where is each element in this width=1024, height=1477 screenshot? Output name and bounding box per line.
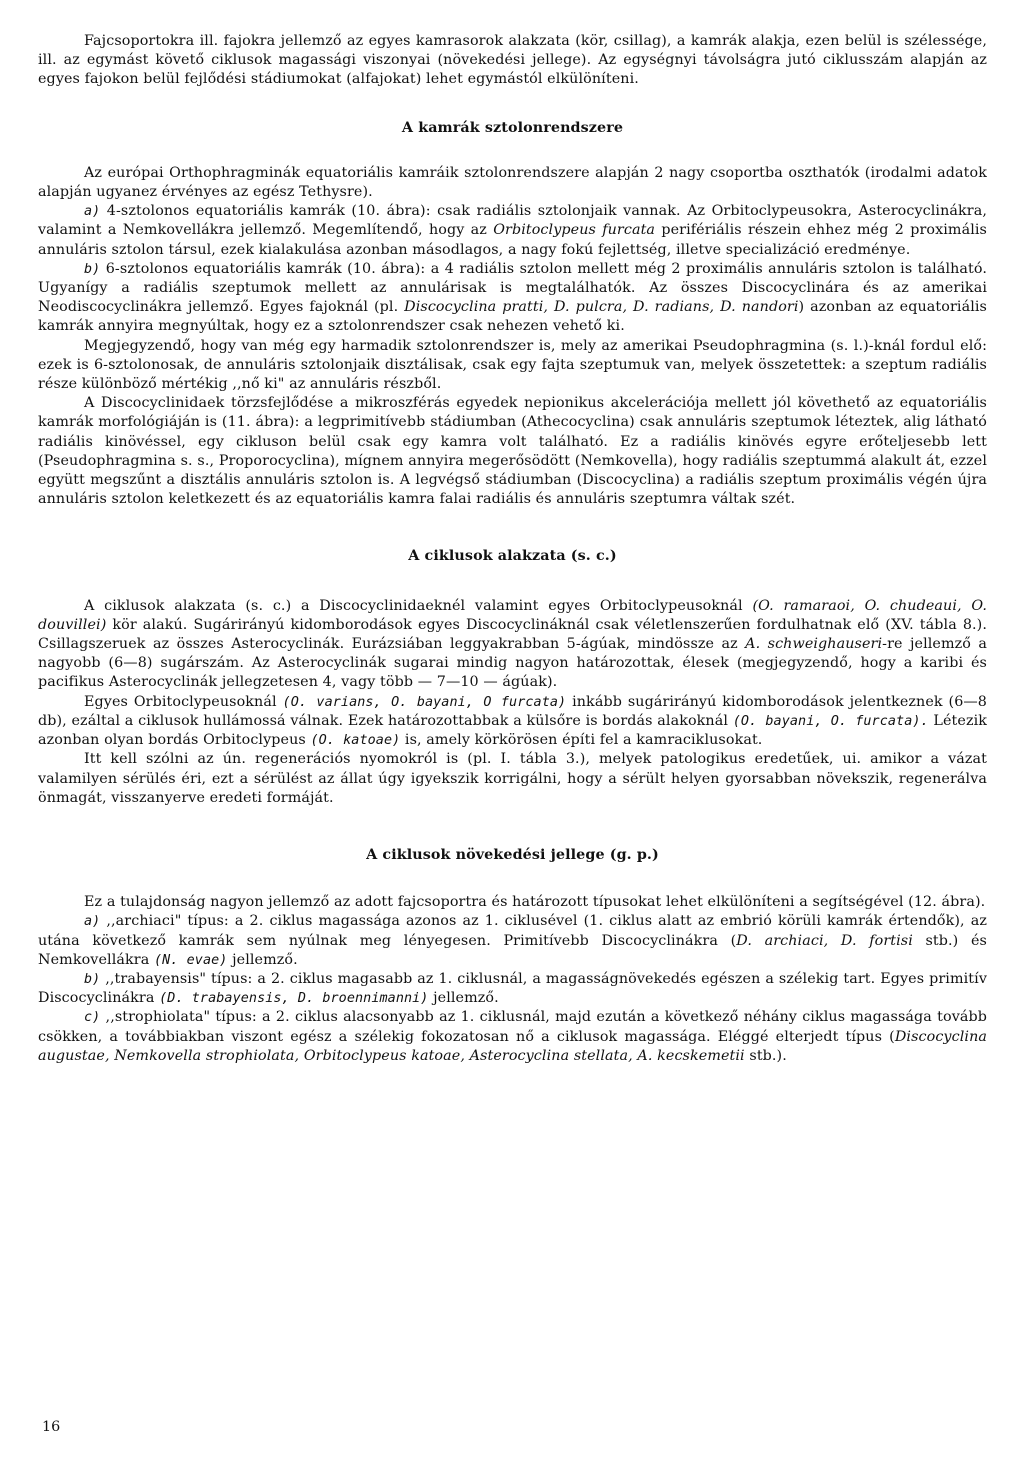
section-heading-stolon-system: A kamrák sztolonrendszere bbox=[401, 119, 624, 136]
growth-item-a: a) ,,archiaci" típus: a 2. ciklus magassága azonos az 1. ciklusével (1. ciklus alatt az embrió körüli kamrák értendők), az utána következő kamrák sem nyúlnak meg lényegesen. Primitívebb Discocyclinákra (D. archiaci, D. fortisi stb.) és Nemkovellákra (N. evae) jellemző. bbox=[38, 913, 987, 968]
stolon-paragraph-2: Megjegyzendő, hogy van még egy harmadik sztolonrendszer is, mely az amerikai Pseudophragmina (s. l.)-knál fordul elő: ezek is 6-sztolonosak, de annuláris sztolonjaik disztálisak, csak egy fajta szeptumuk van, melyek összetettek: a szeptum radiális része különböző mértékig ,,nő ki" az annuláris részből. bbox=[38, 337, 987, 393]
shape-paragraph-2: Egyes Orbitoclypeusoknál (O. varians, O. bayani, O furcata) inkább sugárirányú kidomborodások jelentkeznek (6—8 db), ezáltal a ciklusok hullámossá válnak. Ezek határozottabbak a külsőre is bordás alakoknál (O. bayani, O. furcata). Létezik azonban olyan bordás Orbitoclypeus (O. katoae) is, amely körkörösen építi fel a kamraciklusokat. bbox=[38, 693, 988, 749]
item-marker: a) bbox=[84, 914, 101, 930]
item-marker: b) bbox=[84, 261, 101, 277]
item-marker: a) bbox=[84, 204, 101, 220]
item-marker: c) bbox=[84, 1010, 101, 1026]
shape-paragraph-1: A ciklusok alakzata (s. c.) a Discocyclinidaeknél valamint egyes Orbitoclypeusoknál (O. ramaraoi, O. chudeaui, O. douvillei) kör alakú. Sugárirányú kidomborodások egyes Discocyclináknál csak véletlenszerűen fordulhatnak elő (XV. tábla 8.). Csillagszeruek az összes Asterocyclinák. Eurázsiában leggyakrabban 5-ágúak, mindössze az A. schweighauseri-re jellemző a nagyobb (6—8) sugárszám. Az Asterocyclinák sugarai mindig nagyon határozottak, élesek (megjegyzendő, hogy a karibi és pacifikus Asterocyclinák jellegzetesen 4, vagy több — 7—10 — ágúak). bbox=[38, 597, 988, 691]
stolon-paragraph-1: Az európai Orthophragminák equatoriális kamráik sztolonrendszere alapján 2 nagy csoportba oszthatók (irodalmi adatok alapján ugyanez érvényes az egész Tethysre). bbox=[38, 164, 987, 201]
page-body bbox=[38, 32, 987, 1066]
stolon-item-a: a) 4-sztolonos equatoriális kamrák (10. ábra): csak radiális sztolonjaik vannak. Az Orbitoclypeusokra, Asterocyclinákra, valamint a Nemkovellákra jellemző. Megemlítendő, hogy az Orbitoclypeus furcata perifériális részein ehhez még 2 proximális annuláris sztolon társul, ezek kialakulása azonban másodlagos, a nagy fokú fejlettség, illetve specializáció eredménye. bbox=[38, 203, 987, 258]
stolon-paragraph-3: A Discocyclinidaek törzsfejlődése a mikroszférás egyedek nepionikus akcelerációja mellett jól követhető az equatoriális kamrák morfológiáján is (11. ábra): a legprimitívebb stádiumban (Athecocyclina) csak annuláris szeptumok léteztek, alig látható radiális kinövéssel, egy cikluson belül csak egy kamra volt található. Ez a radiális kinövés egyre erőteljesebb lett (Pseudophragmina s. s., Proporocyclina), mígnem annyira megerősödött (Nemkovella), hogy radiális szeptummá alakult át, ezzel együtt megszűnt a disztális annuláris sztolon is. A legvégső stádiumban (Discocyclina) a radiális szeptum proximális végén újra annuláris sztolon keletkezett és az equatoriális kamra falai radiális és annuláris szeptumra váltak szét. bbox=[38, 395, 987, 508]
shape-paragraph-3: Itt kell szólni az ún. regenerációs nyomokról is (pl. I. tábla 3.), melyek patologikus eredetűek, ui. amikor a vázat valamilyen sérülés éri, ezt a sérülést az állat úgy igyekszik korrigálni, hogy a sérült helyen gyorsabban növekszik, regenerálva önmagát, visszanyerve eredeti formáját. bbox=[38, 751, 987, 806]
stolon-item-b: b) 6-sztolonos equatoriális kamrák (10. ábra): a 4 radiális sztolon mellett még 2 proximális annuláris sztolon is található. Ugyanígy a radiális szeptumok mellett az annulárisak is megtalálhatók. Az összes Discocyclinára és az amerikai Neodiscocyclinákra jellemző. Egyes fajoknál (pl. Discocyclina pratti, D. pulcra, D. radians, D. nandori) azonban az equatoriális kamrák annyira megnyúltak, hogy ez a sztolonrendszer csak nehezen vehető ki. bbox=[38, 260, 987, 335]
item-marker: b) bbox=[84, 971, 101, 987]
growth-item-b: b) ,,trabayensis" típus: a 2. ciklus magasabb az 1. ciklusnál, a magasságnövekedés egészen a szélekig tart. Egyes primitív Discocyclinákra (D. trabayensis, D. broennimanni) jellemző. bbox=[38, 970, 987, 1007]
intro-paragraph: Fajcsoportokra ill. fajokra jellemző az egyes kamrasorok alakzata (kör, csillag), a kamrák alakja, ezen belül is szélessége, ill. az egymást követő ciklusok magassági viszonyai (növekedési jellege). Az egységnyi távolságra jutó ciklusszám alapján az egyes fajokon belül fejlődési stádiumokat (alfajokat) lehet egymástól elkülöníteni. bbox=[38, 33, 987, 88]
growth-paragraph-1: Ez a tulajdonság nagyon jellemző az adott fajcsoportra és határozott típusokat lehet elkülöníteni a segítségével (12. ábra). bbox=[84, 894, 986, 911]
page-number: 16 bbox=[42, 1419, 61, 1435]
section-heading-growth-type: A ciklusok növekedési jellege (g. p.) bbox=[366, 846, 659, 863]
growth-item-c: c) ,,strophiolata" típus: a 2. ciklus alacsonyabb az 1. ciklusnál, majd ezután a következő néhány ciklus magassága tovább csökken, a továbbiakban viszont egész a szélekig fokozatosan nő a ciklusok magassága. Eléggé elterjedt típus (Discocyclina augustae, Nemkovella strophiolata, Orbitoclypeus katoae, Asterocyclina stellata, A. kecskemetii stb.). bbox=[38, 1009, 987, 1064]
section-heading-cycle-shape: A ciklusok alakzata (s. c.) bbox=[408, 548, 617, 565]
